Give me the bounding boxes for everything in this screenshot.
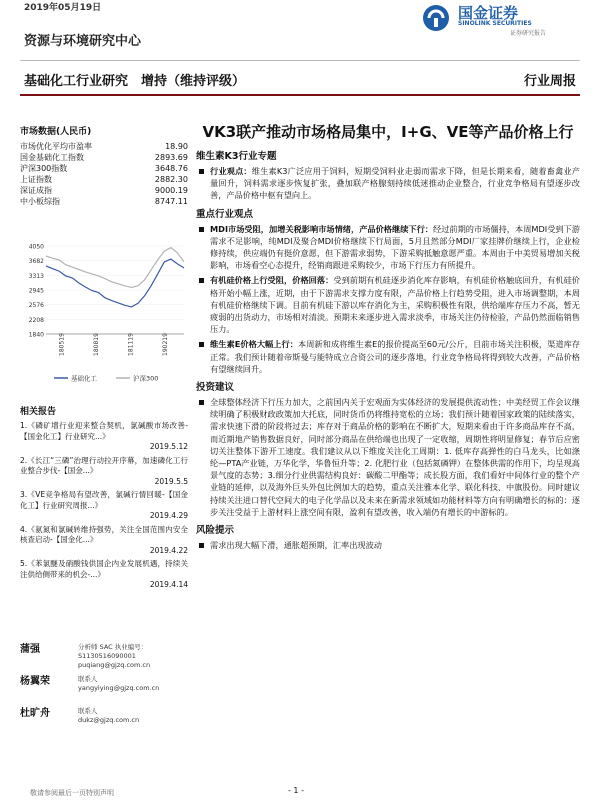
analyst-card: 蒲强 分析师 SAC 执业编号：S1130516090001 puqiang@gjzq.com.cn (20, 643, 151, 669)
title-divider (20, 94, 580, 96)
header-divider (20, 60, 580, 61)
market-row: 中小板综指 8747.11 (20, 197, 188, 206)
report-date: 2019年05月19日 (24, 3, 102, 13)
market-row: 市场优化平均市盈率 18.90 (20, 142, 188, 151)
bullet-paragraph: 全球整体经济下行压力加大，之前国内关于宏观面为实体经济的发展提供流动性；中美经贸工作会议继续明确了积极财政政策加大托底，同时货币仍将维持宽松的立场；我们预计随着国家政策的陆续落实，需求快速下滑的阶段将过去；库存对于商品价格的影响在不断扩大，短期来看由于许多商品库存不高，而近期地产销售数据良好，同时部分商品在供给端也出现了一定收缩，周期性将明显修复；春节后应密切关注整体下游开工速度。我们建议从以下维度关注化工周期：1. 低库存高弹性的白马龙头，比如涤纶—PTA产业链，万华化学，华鲁恒升等；2. 化肥行业（包括氮磷钾）在整体供需的作用下，均呈现高景气度的态势；3.细分行业供需结构良好：碳酸二甲酯等；成长股方面，我们看好中间体行业的整个产业链的延伸，以及海外巨头外包比例加大的趋势，重点关注雅本化学、联化科技、中旗股份。同时建议持续关注进口替代空间大的电子化学品以及未来在新需求领域如功能材料等方向有明确增长的标的：逐步关注受益于上游材料上涨空间有限，盈利有望改善，收入端仍有增长的中游标的。 (196, 396, 580, 518)
related-title: 相关报告 (20, 407, 57, 417)
market-data-title: 市场数据(人民币) (20, 127, 92, 137)
y-tick-label: 3682 (28, 258, 44, 266)
department-name: 资源与环境研究中心 (24, 34, 142, 49)
market-row: 国金基础化工指数 2893.69 (20, 153, 188, 162)
section-title: 重点行业观点 (196, 208, 254, 220)
bullet-paragraph: 有机硅价格上行受阻，价格回落：受到前期有机硅逐步消化库存影响，有机硅价格触底回升，有机硅价格开始小幅上涨，近期，由于下游需求支撑力度有限，产品价格上行趋势受阻，进入市场调整期，本周有机硅价格继续下调。目前有机硅下游以库存消化为主，采购积极性有限，供给端库存压力不高，暂无疲弱的出货动力，市场相对清淡。预期未来逐步进入需求淡季，市场关注仍待检验，产品仍然面临销售压力。 (196, 274, 580, 335)
footer-note: 敬请参阅最后一页特别声明 (30, 789, 114, 797)
series-line-2 (46, 248, 184, 288)
logo-en: SINOLINK SECURITIES (458, 20, 532, 27)
related-reports (20, 404, 188, 594)
report-type: 行业周报 (523, 74, 576, 89)
bullet-paragraph: 需求出现大幅下滑，通胀超预期，汇率出现波动 (196, 539, 580, 551)
market-row: 深证成指 9000.19 (20, 186, 188, 195)
market-data-table (20, 141, 188, 207)
logo-cn: 国金证券 (458, 4, 519, 22)
y-tick-label: 4050 (28, 243, 44, 251)
section-title: 维生素K3行业专题 (196, 151, 277, 162)
related-item[interactable]: 5.《苯氯醚及硝酸钱供国企内业发展机遇，持续关注供给侧带来的机会-...》 2019.4.14 (20, 559, 188, 589)
page-number: - 1 - (288, 786, 304, 795)
section-title: 投资建议 (196, 382, 235, 394)
bullet-paragraph: 维生素E价格大幅上行：本周新和成将维生素E的报价提高至60元/公斤，目前市场关注积极，渠道库存正常。我们预计随着帝斯曼与能特成立合资公司的逐步落地，行业竞争格局将得到较大改善，产品价格有望继续回升。 (196, 338, 580, 375)
bullet-paragraph: MDI市场受阻，加增关税影响市场情绪，产品价格继续下行：经过前期的市场僵持，本周MDI受到下游需求不足影响，纯MDI及聚合MDI价格继续下行局面，5月且然部分MDI厂家挂牌价继续上行，企业检修持续，供应端仍有挺价意愿，但下游需求弱势，下游采购抵触意愿严重。本周由于中美贸易增加关税影响，市场看空心态提升，经销商跟进采购较少，市场下行压力有所提升。 (196, 223, 580, 272)
related-item[interactable]: 1.《磷矿增行业迎来整合契机，氯碱酸市场改善-【国金化工】行业研究...》 2019.5.12 (20, 421, 188, 451)
industry-rating: 基础化工行业研究 增持（维持评级） (24, 74, 246, 89)
legend-label-1: 基础化工 (71, 374, 97, 383)
y-tick-label: 1840 (28, 331, 44, 339)
related-item[interactable]: 3.《VE竞争格局有望改善，氯碱行情回暖-【国金化工】行业研究周报...》 2019.4.29 (20, 490, 188, 520)
y-tick-label: 3313 (28, 272, 44, 280)
company-logo (420, 2, 580, 36)
x-tick-label: 181119 (127, 333, 135, 356)
y-tick-label: 2576 (28, 302, 44, 310)
logo-mark-icon (420, 2, 456, 34)
x-tick-label: 180519 (58, 333, 66, 356)
legend-label-2: 沪深300 (133, 374, 159, 383)
x-tick-label: 180819 (92, 333, 100, 356)
index-chart (20, 238, 190, 386)
market-row: 沪深300指数 3648.76 (20, 164, 188, 173)
logo-sub: 证券研究报告 (510, 30, 547, 37)
market-row: 上证指数 2882.30 (20, 175, 188, 184)
report-title: VK3联产推动市场格局集中，I+G、VE等产品价格上行 (202, 123, 574, 141)
bullet-paragraph: 行业观点：维生素K3广泛应用于饲料，短期受饲料业走弱而需求下降，但是长期来看，随着畜禽业产量回升，饲料需求逐步恢复扩张，叠加联产格腺刻持续低迷推动企业整合，行业竞争格局有望逐步改善，产品价格中枢有望向上。 (196, 165, 580, 202)
y-tick-label: 2945 (28, 287, 44, 295)
related-item[interactable]: 4.《氨氮和氯碱转维持强势，关注全国范围内安全核查启动-【国金化...》 2019.4.22 (20, 524, 188, 555)
analyst-card: 杜旷舟 联系人 dukz@gjzq.com.cn (20, 707, 140, 724)
sidebar (20, 124, 188, 207)
main-content (196, 122, 580, 554)
analyst-card: 杨翼荣 联系人 yangyiying@gjzq.com.cn (20, 675, 160, 692)
y-tick-label: 2208 (28, 316, 44, 324)
x-tick-label: 190219 (161, 333, 169, 356)
related-item[interactable]: 2.《长江“三磷”治理行动拉开序幕，加速磷化工行业整合步伐-【国金...》 2019.5.5 (20, 455, 188, 486)
section-title: 风险提示 (196, 525, 235, 537)
